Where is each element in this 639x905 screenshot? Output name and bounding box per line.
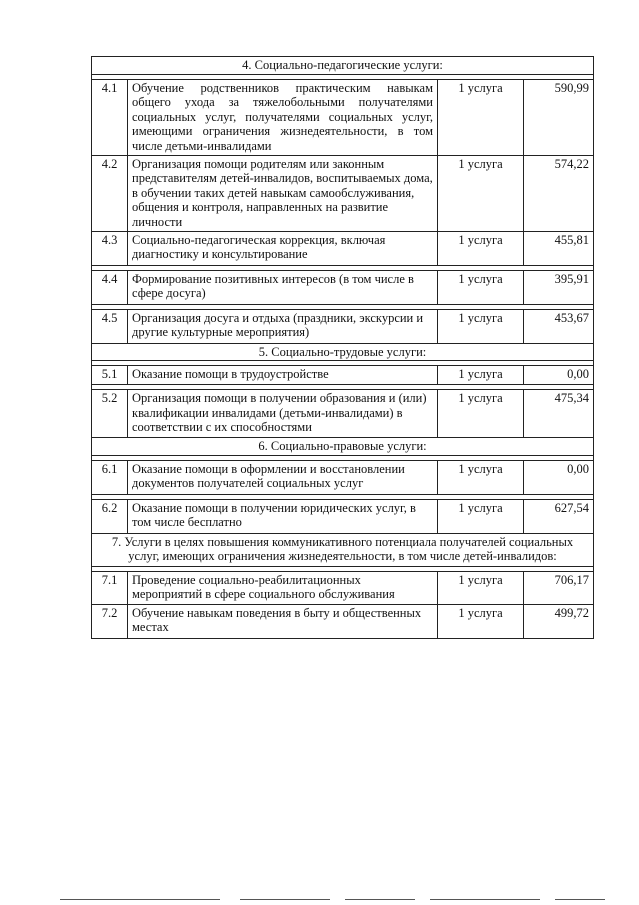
row-description: Организация помощи родителям или законным представителям детей-инвалидов, воспитываемых дома, в обучении таких детей навыкам самообслуживания, общения и контроля, направленных на развитие личности xyxy=(128,155,438,231)
row-number: 6.2 xyxy=(92,499,128,533)
row-number: 4.3 xyxy=(92,231,128,265)
table-row xyxy=(92,604,594,638)
row-number: 4.4 xyxy=(92,270,128,304)
row-unit: 1 услуга xyxy=(438,366,524,385)
row-number: 6.1 xyxy=(92,460,128,494)
row-unit: 1 услуга xyxy=(438,79,524,155)
row-description: Обучение родственников практическим навыкам общего ухода за тяжелобольными получателями социальных услуг, получателями социальных услуг, имеющими ограничения жизнедеятельности, в том числе детьми-инвалидами xyxy=(128,79,438,155)
section-title: 6. Социально-правовые услуги: xyxy=(92,438,594,456)
row-unit: 1 услуга xyxy=(438,231,524,265)
row-description: Обучение навыкам поведения в быту и общественных местах xyxy=(128,604,438,638)
row-price: 455,81 xyxy=(524,231,594,265)
row-unit: 1 услуга xyxy=(438,390,524,438)
row-unit: 1 услуга xyxy=(438,155,524,231)
row-number: 7.1 xyxy=(92,571,128,604)
row-description: Оказание помощи в трудоустройстве xyxy=(128,366,438,385)
section-header-row xyxy=(92,343,594,361)
table-row xyxy=(92,155,594,231)
row-price: 475,34 xyxy=(524,390,594,438)
row-number: 4.5 xyxy=(92,309,128,343)
row-number: 5.1 xyxy=(92,366,128,385)
row-price: 453,67 xyxy=(524,309,594,343)
section-title: 7. Услуги в целях повышения коммуникативного потенциала получателей социальных услуг, имеющих ограничения жизнедеятельности, в том числе детей-инвалидов: xyxy=(92,533,594,566)
row-unit: 1 услуга xyxy=(438,499,524,533)
table-row xyxy=(92,390,594,438)
table-row xyxy=(92,309,594,343)
table-row xyxy=(92,79,594,155)
row-number: 4.1 xyxy=(92,79,128,155)
row-price: 627,54 xyxy=(524,499,594,533)
row-unit: 1 услуга xyxy=(438,309,524,343)
row-price: 706,17 xyxy=(524,571,594,604)
table-row xyxy=(92,460,594,494)
row-price: 395,91 xyxy=(524,270,594,304)
table-row xyxy=(92,571,594,604)
row-description: Формирование позитивных интересов (в том числе в сфере досуга) xyxy=(128,270,438,304)
section-title: 5. Социально-трудовые услуги: xyxy=(92,343,594,361)
section-header-row xyxy=(92,57,594,75)
table-row xyxy=(92,499,594,533)
scan-edge-line xyxy=(0,899,639,905)
row-unit: 1 услуга xyxy=(438,604,524,638)
row-price: 499,72 xyxy=(524,604,594,638)
table-row xyxy=(92,270,594,304)
section-header-row xyxy=(92,438,594,456)
row-price: 0,00 xyxy=(524,366,594,385)
row-price: 0,00 xyxy=(524,460,594,494)
row-description: Проведение социально-реабилитационных мероприятий в сфере социального обслуживания xyxy=(128,571,438,604)
row-unit: 1 услуга xyxy=(438,460,524,494)
section-header-row xyxy=(92,533,594,566)
row-description: Организация помощи в получении образования и (или) квалификации инвалидами (детьми-инвалидами) в соответствии с их способностями xyxy=(128,390,438,438)
section-title: 4. Социально-педагогические услуги: xyxy=(92,57,594,75)
row-unit: 1 услуга xyxy=(438,571,524,604)
table-row xyxy=(92,231,594,265)
row-number: 7.2 xyxy=(92,604,128,638)
row-description: Социально-педагогическая коррекция, включая диагностику и консультирование xyxy=(128,231,438,265)
row-price: 574,22 xyxy=(524,155,594,231)
row-description: Оказание помощи в оформлении и восстановлении документов получателей социальных услуг xyxy=(128,460,438,494)
row-description: Оказание помощи в получении юридических услуг, в том числе бесплатно xyxy=(128,499,438,533)
row-number: 4.2 xyxy=(92,155,128,231)
table-row xyxy=(92,366,594,385)
row-price: 590,99 xyxy=(524,79,594,155)
services-price-table xyxy=(91,56,594,639)
row-number: 5.2 xyxy=(92,390,128,438)
row-unit: 1 услуга xyxy=(438,270,524,304)
row-description: Организация досуга и отдыха (праздники, экскурсии и другие культурные мероприятия) xyxy=(128,309,438,343)
